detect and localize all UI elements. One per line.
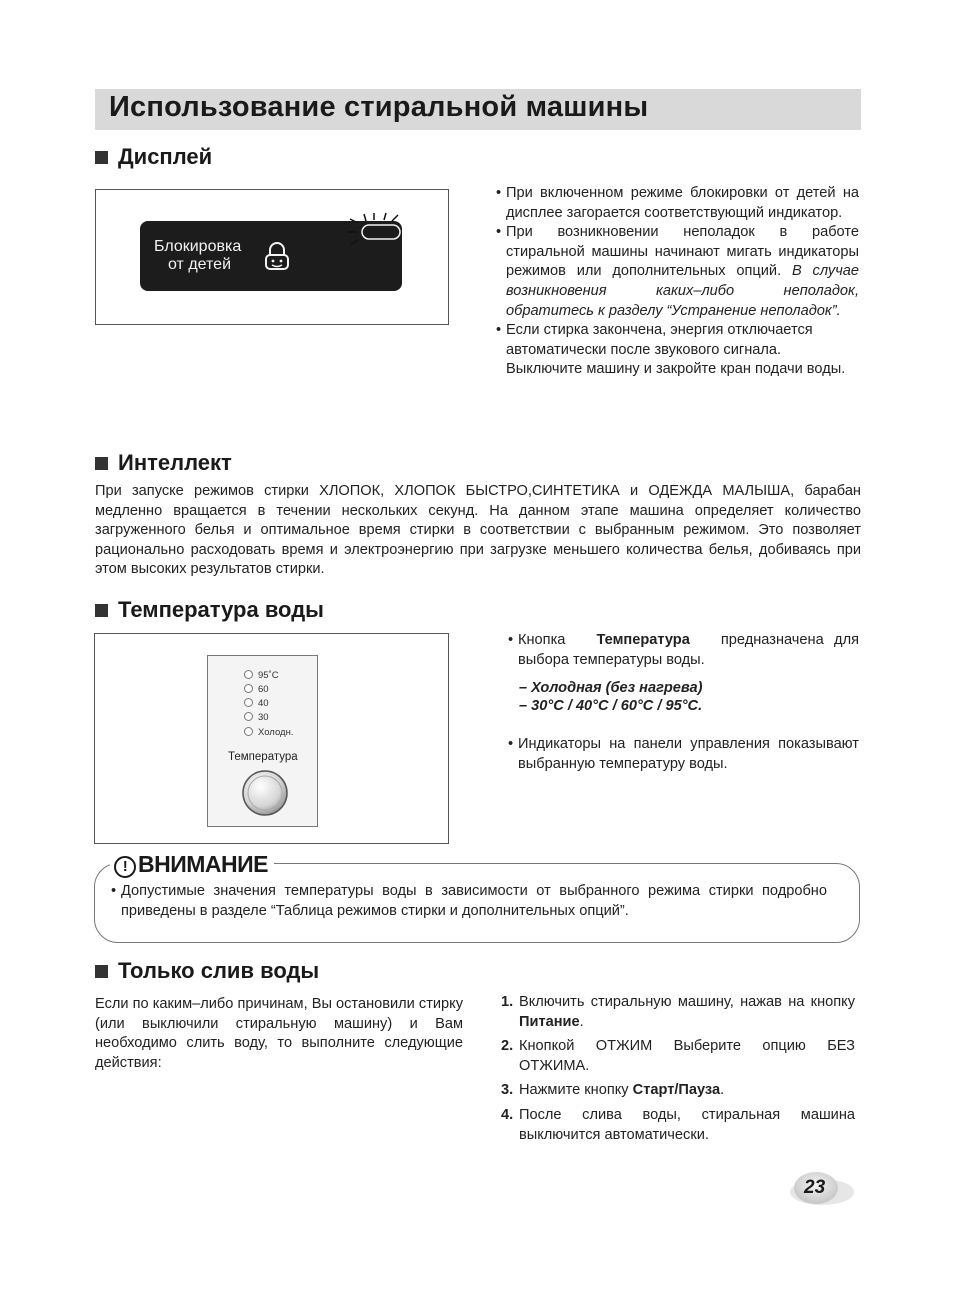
list-item: 3. Нажмите кнопку Старт/Пауза. <box>501 1082 725 1099</box>
section-heading-intellect: Интеллект <box>95 450 232 476</box>
intellect-paragraph: При запуске режимов стирки ХЛОПОК, ХЛОПОК БЫСТРО,СИНТЕТИКА и ОДЕЖДА МАЛЫША, барабан медленно вращается в течении нескольких секунд. На данном этапе машина определяет количество загруженного белья и оптимальное время стирки в соответствии с выбранным режимом. Это позволяет рационально расходовать время и электроэнергию при загрузке меньшего количества белья, добиваясь при этом высоких результатов стирки. <box>95 483 861 578</box>
led-cold: Холодн. <box>244 727 293 738</box>
led-indicator-icon <box>244 712 253 721</box>
square-bullet-icon <box>95 457 108 470</box>
led-indicator-icon <box>244 727 253 736</box>
section-heading-temperature: Температура воды <box>95 597 324 623</box>
led-40: 40 <box>244 698 269 709</box>
list-item: • Индикаторы на панели управления показывают выбранную температуру воды. <box>508 735 859 774</box>
list-item: • При возникновении неполадок в работе стиральной машины начинают мигать индикаторы режимов или дополнительных опций. В случае возникновения каких–либо неполадок, обратитесь к разделу “Устранение неполадок”. <box>496 223 859 321</box>
led-60: 60 <box>244 684 269 695</box>
temperature-button-label: Температура <box>228 751 298 763</box>
square-bullet-icon <box>95 151 108 164</box>
led-95: 95˚C <box>244 670 279 681</box>
display-bullets <box>496 184 859 380</box>
warning-text <box>111 882 827 921</box>
temperature-panel <box>207 655 318 827</box>
list-item: 2. Кнопкой ОТЖИМ Выберите опцию БЕЗ ОТЖИМА. <box>501 1038 855 1074</box>
square-bullet-icon <box>95 604 108 617</box>
temperature-options: – Холодная (без нагрева) – 30°C / 40°C / 60°C / 95°C. <box>519 680 703 715</box>
temperature-button[interactable] <box>240 768 290 818</box>
square-bullet-icon <box>95 965 108 978</box>
warning-icon: ! <box>114 856 136 878</box>
drain-intro: Если по каким–либо причинам, Вы остановили стирку (или выключили стиральную машину) и Вам необходимо слить воду, то выполните следующие действия: <box>95 996 463 1071</box>
page-title: Использование стиральной машины <box>109 91 649 123</box>
child-lock-icon <box>260 241 296 275</box>
list-item: 4. После слива воды, стиральная машина выключится автоматически. <box>501 1106 855 1143</box>
led-indicator-icon <box>244 698 253 707</box>
list-item: • Допустимые значения температуры воды в зависимости от выбранного режима стирки подробно приведены в разделе “Таблица режимов стирки и дополнительных опций”. <box>111 882 827 921</box>
section-heading-drain: Только слив воды <box>95 958 319 984</box>
indicator-light-icon <box>344 212 406 252</box>
page-title-bar <box>95 89 861 130</box>
list-item: 1. Включить стиральную машину, нажав на кнопку Питание. <box>501 994 855 1030</box>
list-item: • Если стирка закончена, энергия отключается автоматически после звукового сигнала. Выключите машину и закройте кран подачи воды. <box>496 321 859 380</box>
warning-title: ! ВНИМАНИЕ <box>110 851 274 878</box>
led-30: 30 <box>244 712 269 723</box>
list-item: • Кнопка Температура предназначена для выбора температуры воды. <box>508 631 859 670</box>
led-indicator-icon <box>244 670 253 679</box>
child-lock-label: Блокировка от детей <box>154 238 242 273</box>
led-indicator-icon <box>244 684 253 693</box>
page-number: 23 <box>804 1177 826 1198</box>
list-item: • При включенном режиме блокировки от детей на дисплее загорается соответствующий индикатор. <box>496 184 859 223</box>
drain-steps <box>501 993 855 1145</box>
section-heading-display: Дисплей <box>95 144 212 170</box>
temperature-text <box>508 631 859 774</box>
